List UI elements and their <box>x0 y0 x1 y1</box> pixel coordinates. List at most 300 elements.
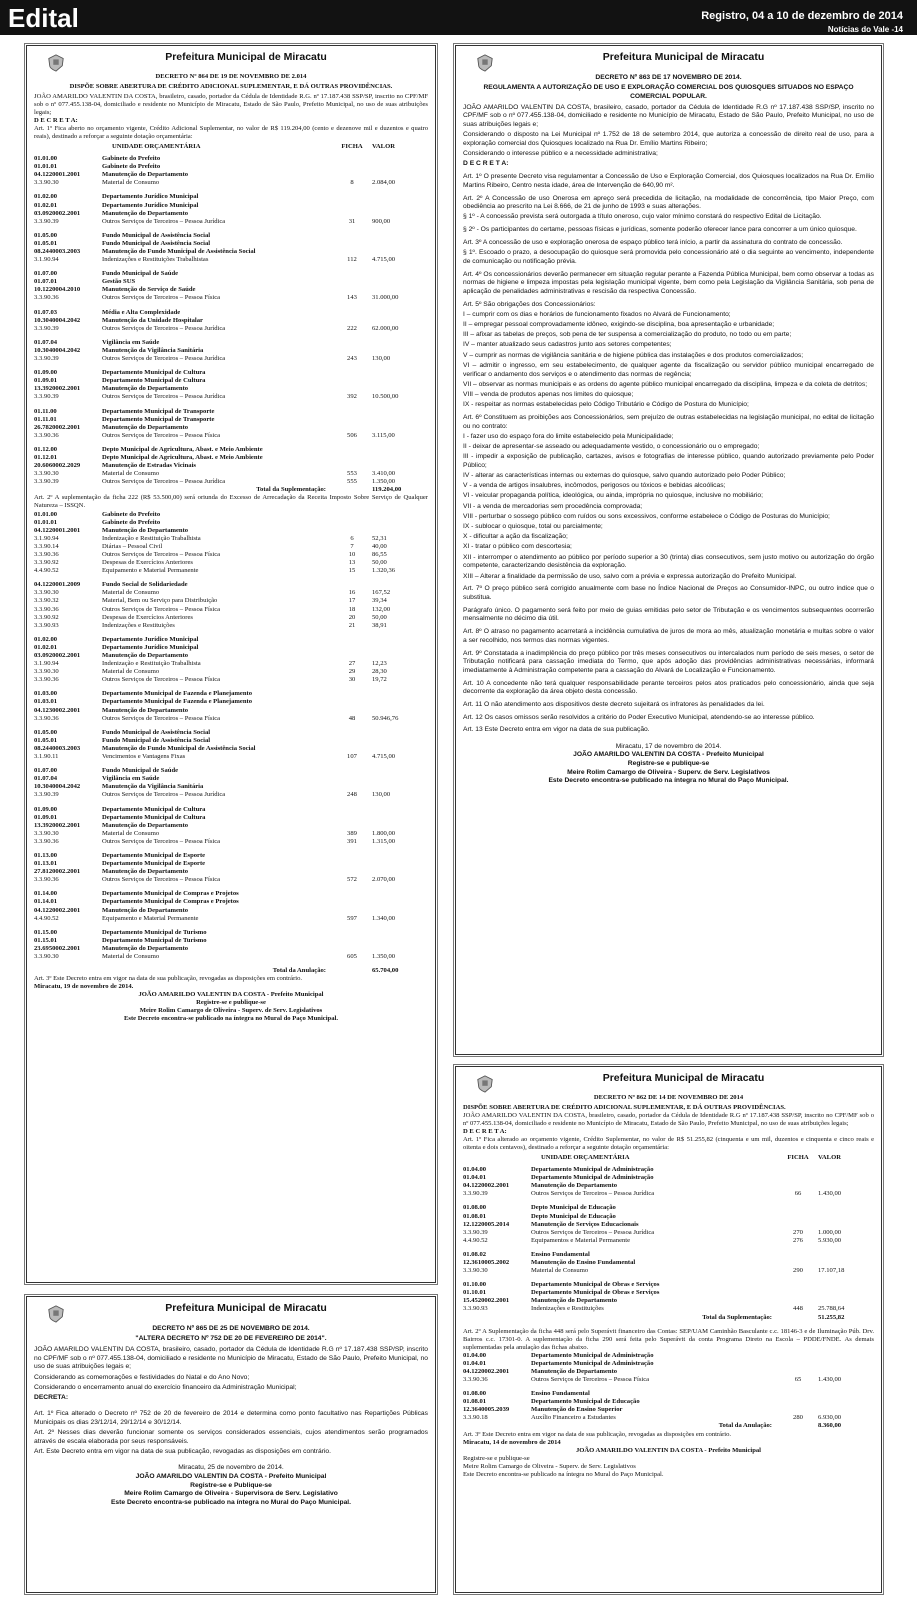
article-paragraph: Art. 5º São obrigações dos Concessionários: <box>463 300 596 308</box>
code-cell: 01.02.00 <box>34 193 58 201</box>
description-cell: Material de Consumo <box>102 589 160 597</box>
value-cell: 130,00 <box>372 791 391 799</box>
table-row <box>34 614 428 622</box>
org-name: Prefeitura Municipal de Miracatu <box>602 1072 765 1084</box>
ficha-cell: 276 <box>793 1236 803 1244</box>
value-cell <box>372 806 428 814</box>
ficha-cell: 391 <box>347 837 357 845</box>
table-row <box>34 309 428 317</box>
considerando-2: Considerando o encerramento anual do exercício financeiro da Administração Municipal; <box>34 1383 297 1391</box>
code-cell: 04.1220002.2001 <box>34 906 81 914</box>
code-cell: 15.4520002.2001 <box>463 1297 510 1305</box>
code-cell: 01.14.00 <box>34 890 58 898</box>
signature-mayor: JOÃO AMARILDO VALENTIN DA COSTA - Prefeito Municipal <box>138 991 324 999</box>
table-row <box>34 385 428 393</box>
ficha-cell <box>332 339 372 347</box>
description-cell: Manutenção do Departamento <box>102 868 189 876</box>
publication-note: Este Decreto encontra-se publicado na íntegra no Mural do Paço Municipal. <box>110 1499 352 1507</box>
value-cell: 52,31 <box>372 534 387 542</box>
decree-date: Miracatu, 14 de novembro de 2014 <box>463 1438 561 1446</box>
total-label: Total da Anulação: <box>272 967 326 975</box>
signature-supervisor: Meire Rolim Camargo de Oliveira - Superv. de Serv. Legislativos <box>139 1007 323 1015</box>
value-cell: 130,00 <box>372 355 391 363</box>
article-paragraph: § 2º - Os participantes do certame, pessoas físicas e jurídicas, somente poderão oferecer lance para concorrer a um único quiosque. <box>463 226 857 234</box>
table-row <box>34 907 428 915</box>
article-paragraph: VIII – venda de produtos apenas nos limites do quiosque; <box>463 390 634 398</box>
article-paragraph: VII – observar as normas municipais e as ordens do agente público municipal encarregado da disciplina, limpeza e da coleta de detritos; <box>463 380 868 388</box>
description-cell: Departamento Municipal de Obras e Serviços <box>531 1281 660 1289</box>
value-cell: 50.946,76 <box>372 714 399 722</box>
description-cell: Indenizações e Restituições <box>102 621 175 629</box>
code-cell: 3.3.90.18 <box>463 1414 488 1422</box>
value-cell <box>818 1221 874 1229</box>
value-cell: 3.410,00 <box>372 470 396 478</box>
description-cell: Departamento Municipal de Administração <box>531 1351 654 1359</box>
ficha-cell <box>332 232 372 240</box>
table-row <box>34 551 428 559</box>
code-cell: 10.1220004.2010 <box>34 286 81 294</box>
article-3: Art. 3º Este Decreto entra em vigor na data de sua publicação, revogadas as disposições em contrário. <box>34 975 303 983</box>
code-cell: 26.7820002.2001 <box>34 423 81 431</box>
article-paragraph: V - a venda de artigos insalubres, incômodos, perigosos ou tóxicos e bebidas alcoólicas; <box>463 482 726 490</box>
ficha-cell <box>332 898 372 906</box>
decree-date: Miracatu, 25 de novembro de 2014. <box>178 1464 284 1472</box>
code-cell: 13.3920002.2001 <box>34 821 81 829</box>
page-label: Notícias do Vale -14 <box>827 25 903 34</box>
code-cell: 12.1220005.2014 <box>463 1220 510 1228</box>
description-cell: Manutenção do Departamento <box>102 906 189 914</box>
ficha-cell <box>332 868 372 876</box>
article-paragraph: Art. 4º Os concessionários deverão permanecer em situação regular perante a Fazenda Pública Municipal, bem como observar a todas as normas de higiene e limpeza impostas pela legislação municipal vigente, bem como pela Legislação da Vigilância Sanitária, sob pena de aplicação de penalidades administrativas e rescisão da respectiva Concessão. <box>463 270 874 295</box>
value-cell <box>818 1204 874 1212</box>
table-row <box>34 707 428 715</box>
code-cell: 01.09.00 <box>34 805 58 813</box>
value-cell <box>372 581 428 589</box>
code-cell: 01.02.01 <box>34 201 58 209</box>
ficha-cell: 16 <box>348 589 356 597</box>
table-row <box>34 876 428 884</box>
signature-mayor: JOÃO AMARILDO VALENTIN DA COSTA - Prefeito Municipal <box>575 1446 762 1454</box>
ficha-cell: 107 <box>347 753 357 761</box>
ficha-cell: 20 <box>348 613 356 621</box>
value-cell: 1.800,00 <box>372 829 396 837</box>
table-row <box>34 890 428 898</box>
ficha-cell: 15 <box>348 567 356 575</box>
edition-date: Registro, 04 a 10 de dezembro de 2014 <box>701 10 903 22</box>
article-paragraph: VI – admitir o ingresso, em seu estabelecimento, de qualquer agente da fiscalização ou servidor público municipal encarregado de verificar o andamento dos serviços e o atendimento das normas de regência; <box>463 361 874 378</box>
value-cell <box>372 232 428 240</box>
ficha-cell <box>332 270 372 278</box>
value-cell <box>372 690 428 698</box>
articles-list <box>463 173 874 735</box>
ficha-cell: 7 <box>350 542 354 550</box>
code-cell: 01.07.04 <box>34 775 58 783</box>
article-paragraph: Art. 9º Constatada a inadimplência do preço público por três meses consecutivos ou intercalados num período de seis meses, o setor de Tributação notificará para cassação imediata do Termo, que após adoção das providências administrativas necessárias, informará imediatamente à Administração competente para a cassação do Alvará de Localização e Funcionamento. <box>463 649 874 674</box>
table-row <box>34 163 428 171</box>
code-cell: 01.08.01 <box>463 1398 487 1406</box>
code-cell: 3.3.90.36 <box>34 676 59 684</box>
article-paragraph: V – cumprir as normas de vigilância sanitária e de higiene pública das instalações e dos produtos comercializados; <box>463 351 804 359</box>
description-cell: Outros Serviços de Terceiros – Pessoa Física <box>102 605 221 613</box>
code-cell: 3.3.90.39 <box>463 1190 488 1198</box>
ficha-cell: 6 <box>350 534 354 542</box>
table-row <box>34 581 428 589</box>
table-row <box>34 278 428 286</box>
code-cell: 01.05.00 <box>34 728 58 736</box>
value-cell <box>372 652 428 660</box>
table-row <box>34 898 428 906</box>
article-paragraph: IX - sublocar o quiosque, total ou parcialmente; <box>463 523 603 531</box>
code-cell: 10.3040004.2042 <box>34 346 81 354</box>
value-cell <box>372 408 428 416</box>
code-cell: 3.3.90.39 <box>34 355 59 363</box>
ficha-cell: 143 <box>347 294 357 302</box>
description-cell: Manutenção do Departamento <box>102 652 189 660</box>
table-row <box>34 929 428 937</box>
ficha-cell <box>332 408 372 416</box>
table-row <box>34 210 428 218</box>
col-valor: VALOR <box>818 1154 841 1162</box>
code-cell: 01.09.00 <box>34 369 58 377</box>
decree-subtitle: "ALTERA DECRETO Nº 752 DE 20 DE FEVEREIRO DE 2014". <box>135 1335 327 1343</box>
table-row <box>34 347 428 355</box>
article-1: Art. 1º Fica alterado o Decreto nº 752 de 20 de fevereiro de 2014 e determina como ponto facultativo nas Repartições Públicas Municipais os dias 23/12/14, 29/12/14 e 30/12/14. <box>34 1410 428 1426</box>
description-cell: Departamento Municipal de Administração <box>531 1166 654 1174</box>
description-cell: Manutenção do Departamento <box>102 821 189 829</box>
value-cell <box>818 1398 874 1406</box>
description-cell: Manutenção do Departamento <box>102 526 189 534</box>
code-cell: 01.13.01 <box>34 860 58 868</box>
code-cell: 01.15.01 <box>34 936 58 944</box>
ficha-cell: 555 <box>347 478 357 486</box>
description-cell: Departamento Municipal de Transporte <box>102 407 215 415</box>
code-cell: 01.05.00 <box>34 231 58 239</box>
ficha-cell: 31 <box>348 217 356 225</box>
table-row <box>463 1174 874 1182</box>
table-row <box>34 644 428 652</box>
ficha-cell <box>332 690 372 698</box>
ficha-cell <box>332 737 372 745</box>
signature-supervisor: Meire Rolim Camargo de Oliveira - Superv. de Serv. Legislativos <box>463 1462 636 1470</box>
ficha-cell <box>778 1251 818 1259</box>
table-row <box>34 660 428 668</box>
description-cell: Gabinete do Prefeito <box>102 163 161 171</box>
ficha-cell: 18 <box>348 605 356 613</box>
code-cell: 3.3.90.30 <box>34 589 59 597</box>
description-cell: Indenizações e Restituições Trabalhistas <box>102 256 209 264</box>
table-row <box>34 270 428 278</box>
ficha-cell <box>332 767 372 775</box>
value-cell <box>372 309 428 317</box>
table-row <box>34 248 428 256</box>
table-row <box>463 1259 874 1267</box>
code-cell: 01.10.00 <box>463 1281 487 1289</box>
decree-date: Miracatu, 17 de novembro de 2014. <box>615 742 722 750</box>
publication-note: Este Decreto encontra-se publicado na íntegra no Mural do Paço Municipal. <box>463 1470 664 1478</box>
description-cell: Depto Municipal de Agricultura, Abast. e Meio Ambiente <box>102 445 263 453</box>
code-cell: 04.1220002.2001 <box>463 1182 510 1190</box>
code-cell: 01.11.00 <box>34 407 57 415</box>
table-row <box>463 1166 874 1174</box>
description-cell: Manutenção da Vigilância Sanitária <box>102 346 204 354</box>
description-cell: Material, Bem ou Serviço para Distribuição <box>102 597 218 605</box>
code-cell: 4.4.90.52 <box>34 567 59 575</box>
value-cell <box>372 644 428 652</box>
description-cell: Outros Serviços de Terceiros – Pessoa Jurídica <box>102 478 226 486</box>
ficha-cell <box>778 1368 818 1376</box>
value-cell: 1.320,36 <box>372 567 396 575</box>
value-cell <box>372 707 428 715</box>
total-value: 8.360,00 <box>818 1422 842 1430</box>
ficha-cell <box>332 945 372 953</box>
ficha-cell: 553 <box>347 470 357 478</box>
article-paragraph: Parágrafo único. O pagamento será feito por meio de guias emitidas pelo setor de Tributação e os vencimentos subsequentes ocorrerão mensalmente no décimo dia útil. <box>463 606 874 623</box>
table-row <box>463 1213 874 1221</box>
table-row <box>463 1251 874 1259</box>
table-row <box>463 1390 874 1398</box>
total-value: 119.204,00 <box>372 486 402 494</box>
ficha-cell <box>332 729 372 737</box>
code-cell: 3.3.90.39 <box>34 324 59 332</box>
description-cell: Outros Serviços de Terceiros – Pessoa Física <box>102 431 221 439</box>
value-cell: 40,00 <box>372 542 387 550</box>
decree-subtitle: REGULAMENTA A AUTORIZAÇÃO DE USO E EXPLORAÇÃO COMERCIAL DOS QUIOSQUES SITUADOS NO ESPAÇO COMERCIAL POPULAR. <box>483 84 854 101</box>
ficha-cell <box>332 907 372 915</box>
article-paragraph: II - deixar de apresentar-se asseado ou adequadamente vestido, o concessionário ou o empregado; <box>463 442 760 450</box>
description-cell: Departamento Municipal de Esporte <box>102 851 206 859</box>
ficha-cell <box>332 210 372 218</box>
ficha-cell <box>332 937 372 945</box>
value-cell <box>372 822 428 830</box>
code-cell: 01.02.01 <box>34 643 58 651</box>
article-paragraph: XI - tratar o público com descortesia; <box>463 543 572 551</box>
description-cell: Auxílio Financeiro a Estudantes <box>531 1414 616 1422</box>
value-cell <box>818 1213 874 1221</box>
ficha-cell <box>332 171 372 179</box>
ficha-cell <box>332 652 372 660</box>
table-row <box>34 193 428 201</box>
table-row <box>34 462 428 470</box>
article-3: Art. Este Decreto entra em vigor na data de sua publicação, revogadas as disposições em contrário. <box>34 1448 332 1456</box>
description-cell: Fundo Municipal de Assistência Social <box>102 728 211 736</box>
article-paragraph: VIII - perturbar o sossego público com ruídos ou sons excessivos, conforme estabelece o Código de Posturas do Município; <box>463 512 830 520</box>
ficha-cell <box>778 1221 818 1229</box>
description-cell: Depto Municipal de Educação <box>531 1204 616 1212</box>
value-cell: 1.350,00 <box>372 953 396 961</box>
value-cell <box>372 527 428 535</box>
code-cell: 01.01.00 <box>34 155 58 163</box>
publication-note: Este Decreto encontra-se publicado na íntegra no Mural do Paço Municipal. <box>548 777 789 785</box>
value-cell <box>372 745 428 753</box>
description-cell: Manutenção do Serviço de Saúde <box>102 286 196 294</box>
description-cell: Departamento Jurídico Municipal <box>102 201 199 209</box>
coat-of-arms-icon <box>476 1075 494 1093</box>
description-cell: Departamento Municipal de Obras e Serviços <box>531 1289 660 1297</box>
code-cell: 12.3640005.2039 <box>463 1406 510 1414</box>
description-cell: Fundo Municipal de Saúde <box>102 270 179 278</box>
total-suplementacao-row <box>463 1314 874 1322</box>
article-paragraph: Art. 2º A Concessão de uso Onerosa em apreço será precedida de licitação, na modalidade de concorrência, tipo Maior Preço, com obediência ao prescrito na Lei 8.666, de 21 de junho de 1993 e suas alterações. <box>463 194 874 211</box>
value-cell <box>372 286 428 294</box>
code-cell: 01.08.00 <box>463 1204 487 1212</box>
decree-title: DECRETO Nº 863 DE 17 NOVEMBRO DE 2014. <box>595 73 742 81</box>
value-cell <box>372 775 428 783</box>
table-row <box>34 652 428 660</box>
description-cell: Manutenção do Departamento <box>102 385 189 393</box>
ficha-cell <box>332 698 372 706</box>
description-cell: Departamento Jurídico Municipal <box>102 193 199 201</box>
description-cell: Manutenção do Departamento <box>102 209 189 217</box>
table-row <box>34 915 428 923</box>
table-row <box>34 698 428 706</box>
description-cell: Material de Consumo <box>102 470 160 478</box>
ficha-cell: 280 <box>793 1414 803 1422</box>
code-cell: 10.3040004.2042 <box>34 783 81 791</box>
table-row <box>34 446 428 454</box>
description-cell: Departamento Municipal de Administração <box>531 1359 654 1367</box>
value-cell: 86,55 <box>372 550 387 558</box>
value-cell <box>372 462 428 470</box>
value-cell <box>372 347 428 355</box>
ficha-cell: 290 <box>793 1267 803 1275</box>
table-row <box>463 1267 874 1275</box>
description-cell: Outros Serviços de Terceiros – Pessoa Física <box>531 1376 650 1384</box>
table-row <box>34 606 428 614</box>
description-cell: Manutenção da Vigilância Sanitária <box>102 783 204 791</box>
value-cell <box>818 1297 874 1305</box>
table-row <box>463 1376 874 1384</box>
description-cell: Manutenção do Ensino Superior <box>531 1406 623 1414</box>
code-cell: 01.14.01 <box>34 898 58 906</box>
value-cell: 4.715,00 <box>372 753 396 761</box>
value-cell <box>372 416 428 424</box>
code-cell: 01.12.00 <box>34 445 58 453</box>
table-row <box>34 860 428 868</box>
value-cell: 1.000,00 <box>818 1228 842 1236</box>
code-cell: 01.03.01 <box>34 698 58 706</box>
description-cell: Material de Consumo <box>102 179 160 187</box>
article-2: Art. 2º A suplementação da ficha 222 (R$ 53.500,00) será oriunda do Excesso de Arrecadação da Receita Imposto Sobre Serviço de Qualquer Natureza – ISSQN. <box>34 494 428 510</box>
ficha-cell: 30 <box>348 676 356 684</box>
description-cell: Manutenção de Serviços Educacionais <box>531 1220 639 1228</box>
value-cell: 2.070,00 <box>372 876 396 884</box>
table-row <box>34 470 428 478</box>
decree-intro: JOÃO AMARILDO VALENTIN DA COSTA, brasileiro, casado, portador da Cédula de Identidade R.G nº 17.187.438 SSP/SP, inscrito no CPF/MF sob o nº 077.455.138-04, domiciliado e residente no Município de Miracatu, Estado de São Paulo, Prefeito Municipal, no uso de suas atribuições legais; <box>463 1111 874 1127</box>
table-row <box>34 519 428 527</box>
description-cell: Departamento Municipal de Cultura <box>102 369 206 377</box>
article-paragraph: I – cumprir com os dias e horários de funcionamento fixados no Alvará de Funcionamento; <box>463 310 731 318</box>
value-cell <box>372 907 428 915</box>
description-cell: Manutenção do Departamento <box>531 1367 618 1375</box>
table-row <box>34 690 428 698</box>
ficha-cell <box>778 1297 818 1305</box>
description-cell: Vencimentos e Vantagens Fixas <box>102 753 186 761</box>
decreta-label: DECRETA: <box>34 1394 69 1402</box>
signature-supervisor: Meire Rolim Camargo de Oliveira - Supervisora de Serv. Legislativo <box>124 1490 338 1498</box>
description-cell: Departamento Municipal de Turismo <box>102 936 207 944</box>
value-cell <box>372 737 428 745</box>
signature-register: Registre-se e publique-se <box>463 1454 530 1462</box>
code-cell: 3.3.90.93 <box>463 1305 488 1313</box>
table-row <box>34 822 428 830</box>
table-row <box>34 256 428 264</box>
decree-subtitle: DISPÕE SOBRE ABERTURA DE CRÉDITO ADICIONAL SUPLEMENTAR, E DÁ OUTRAS PROVIDÊNCIAS. <box>463 1103 786 1111</box>
description-cell: Equipamento e Material Permanente <box>102 567 199 575</box>
code-cell: 01.08.00 <box>463 1390 487 1398</box>
table-row <box>34 775 428 783</box>
value-cell <box>372 511 428 519</box>
ficha-cell <box>778 1204 818 1212</box>
description-cell: Fundo Municipal de Assistência Social <box>102 239 211 247</box>
article-paragraph: Art. 7º O preço público será corrigido anualmente com base no Índice Nacional de Preços ao Consumidor-INPC, ou outro índice que o substitua. <box>463 585 874 601</box>
value-cell: 17.107,18 <box>818 1267 845 1275</box>
ficha-cell <box>332 163 372 171</box>
description-cell: Departamento Municipal de Cultura <box>102 377 206 385</box>
table-row <box>34 783 428 791</box>
description-cell: Vigilância em Saúde <box>102 775 160 783</box>
code-cell: 3.3.90.36 <box>34 550 59 558</box>
value-cell <box>372 767 428 775</box>
value-cell: 1.315,00 <box>372 837 396 845</box>
description-cell: Outros Serviços de Terceiros – Pessoa Física <box>102 837 221 845</box>
table-row <box>34 408 428 416</box>
description-cell: Manutenção do Fundo Municipal de Assistência Social <box>102 744 256 752</box>
article-paragraph: § 1º. Escoado o prazo, a desocupação do quiosque será promovida pelo concessionário até o dia seguinte ao vencimento, independente de comunicação ou notificação prévia. <box>463 249 874 265</box>
code-cell: 01.07.03 <box>34 308 58 316</box>
article-paragraph: Art. 1º O presente Decreto visa regulamentar a Concessão de Uso e Exploração Comercial, dos Quiosques localizados na Rua Dr. Emílio Martins Ribeiro, Centro nesta idade, área de Intervenção de 640,90 m². <box>463 173 874 189</box>
ficha-cell: 112 <box>347 256 357 264</box>
table-row <box>34 232 428 240</box>
table-row <box>34 729 428 737</box>
ficha-cell <box>778 1352 818 1360</box>
table-row <box>34 317 428 325</box>
decree-862-box <box>455 1066 882 1593</box>
description-cell: Despesas de Exercícios Anteriores <box>102 559 193 567</box>
ficha-cell <box>332 636 372 644</box>
decree-subtitle: DISPÕE SOBRE ABERTURA DE CRÉDITO ADICIONAL SUPLEMENTAR, E DÁ OUTRAS PROVIDÊNCIAS. <box>69 82 393 90</box>
ficha-cell <box>332 462 372 470</box>
col-unidade: UNIDADE ORÇAMENTÁRIA <box>112 143 201 151</box>
description-cell: Departamento Municipal de Esporte <box>102 860 206 868</box>
signature-mayor: JOÃO AMARILDO VALENTIN DA COSTA - Prefeito Municipal <box>135 1472 327 1480</box>
table-row <box>34 636 428 644</box>
description-cell: Outros Serviços de Terceiros – Pessoa Jurídica <box>531 1228 655 1236</box>
code-cell: 04.1220001.2001 <box>34 171 81 179</box>
value-cell <box>372 868 428 876</box>
decreta-label: D E C R E T A: <box>463 1127 507 1135</box>
signature-register: Registre-se e publique-se <box>627 760 710 768</box>
value-cell <box>372 698 428 706</box>
signature-mayor: JOÃO AMARILDO VALENTIN DA COSTA - Prefeito Municipal <box>573 751 764 759</box>
ficha-cell <box>332 783 372 791</box>
description-cell: Fundo Municipal de Assistência Social <box>102 231 211 239</box>
value-cell <box>372 240 428 248</box>
table-row <box>34 622 428 630</box>
value-cell <box>818 1251 874 1259</box>
table-row <box>463 1182 874 1190</box>
description-cell: Diárias – Pessoal Civil <box>102 542 163 550</box>
description-cell: Equipamentos e Material Permanente <box>531 1236 631 1244</box>
code-cell: 01.13.00 <box>34 851 58 859</box>
code-cell: 08.2440003.2003 <box>34 744 81 752</box>
code-cell: 3.3.90.36 <box>463 1376 488 1384</box>
code-cell: 3.3.90.39 <box>463 1228 488 1236</box>
value-cell <box>372 270 428 278</box>
article-paragraph: Art. 8º O atraso no pagamento acarretará a incidência cumulativa de juros de mora ao mês, atualização monetária e multas sobre o valor a ser recolhido, nos termos das normas vigentes. <box>463 628 874 644</box>
value-cell <box>818 1259 874 1267</box>
description-cell: Indenização e Restituição Trabalhista <box>102 534 201 542</box>
table-row <box>463 1414 874 1422</box>
